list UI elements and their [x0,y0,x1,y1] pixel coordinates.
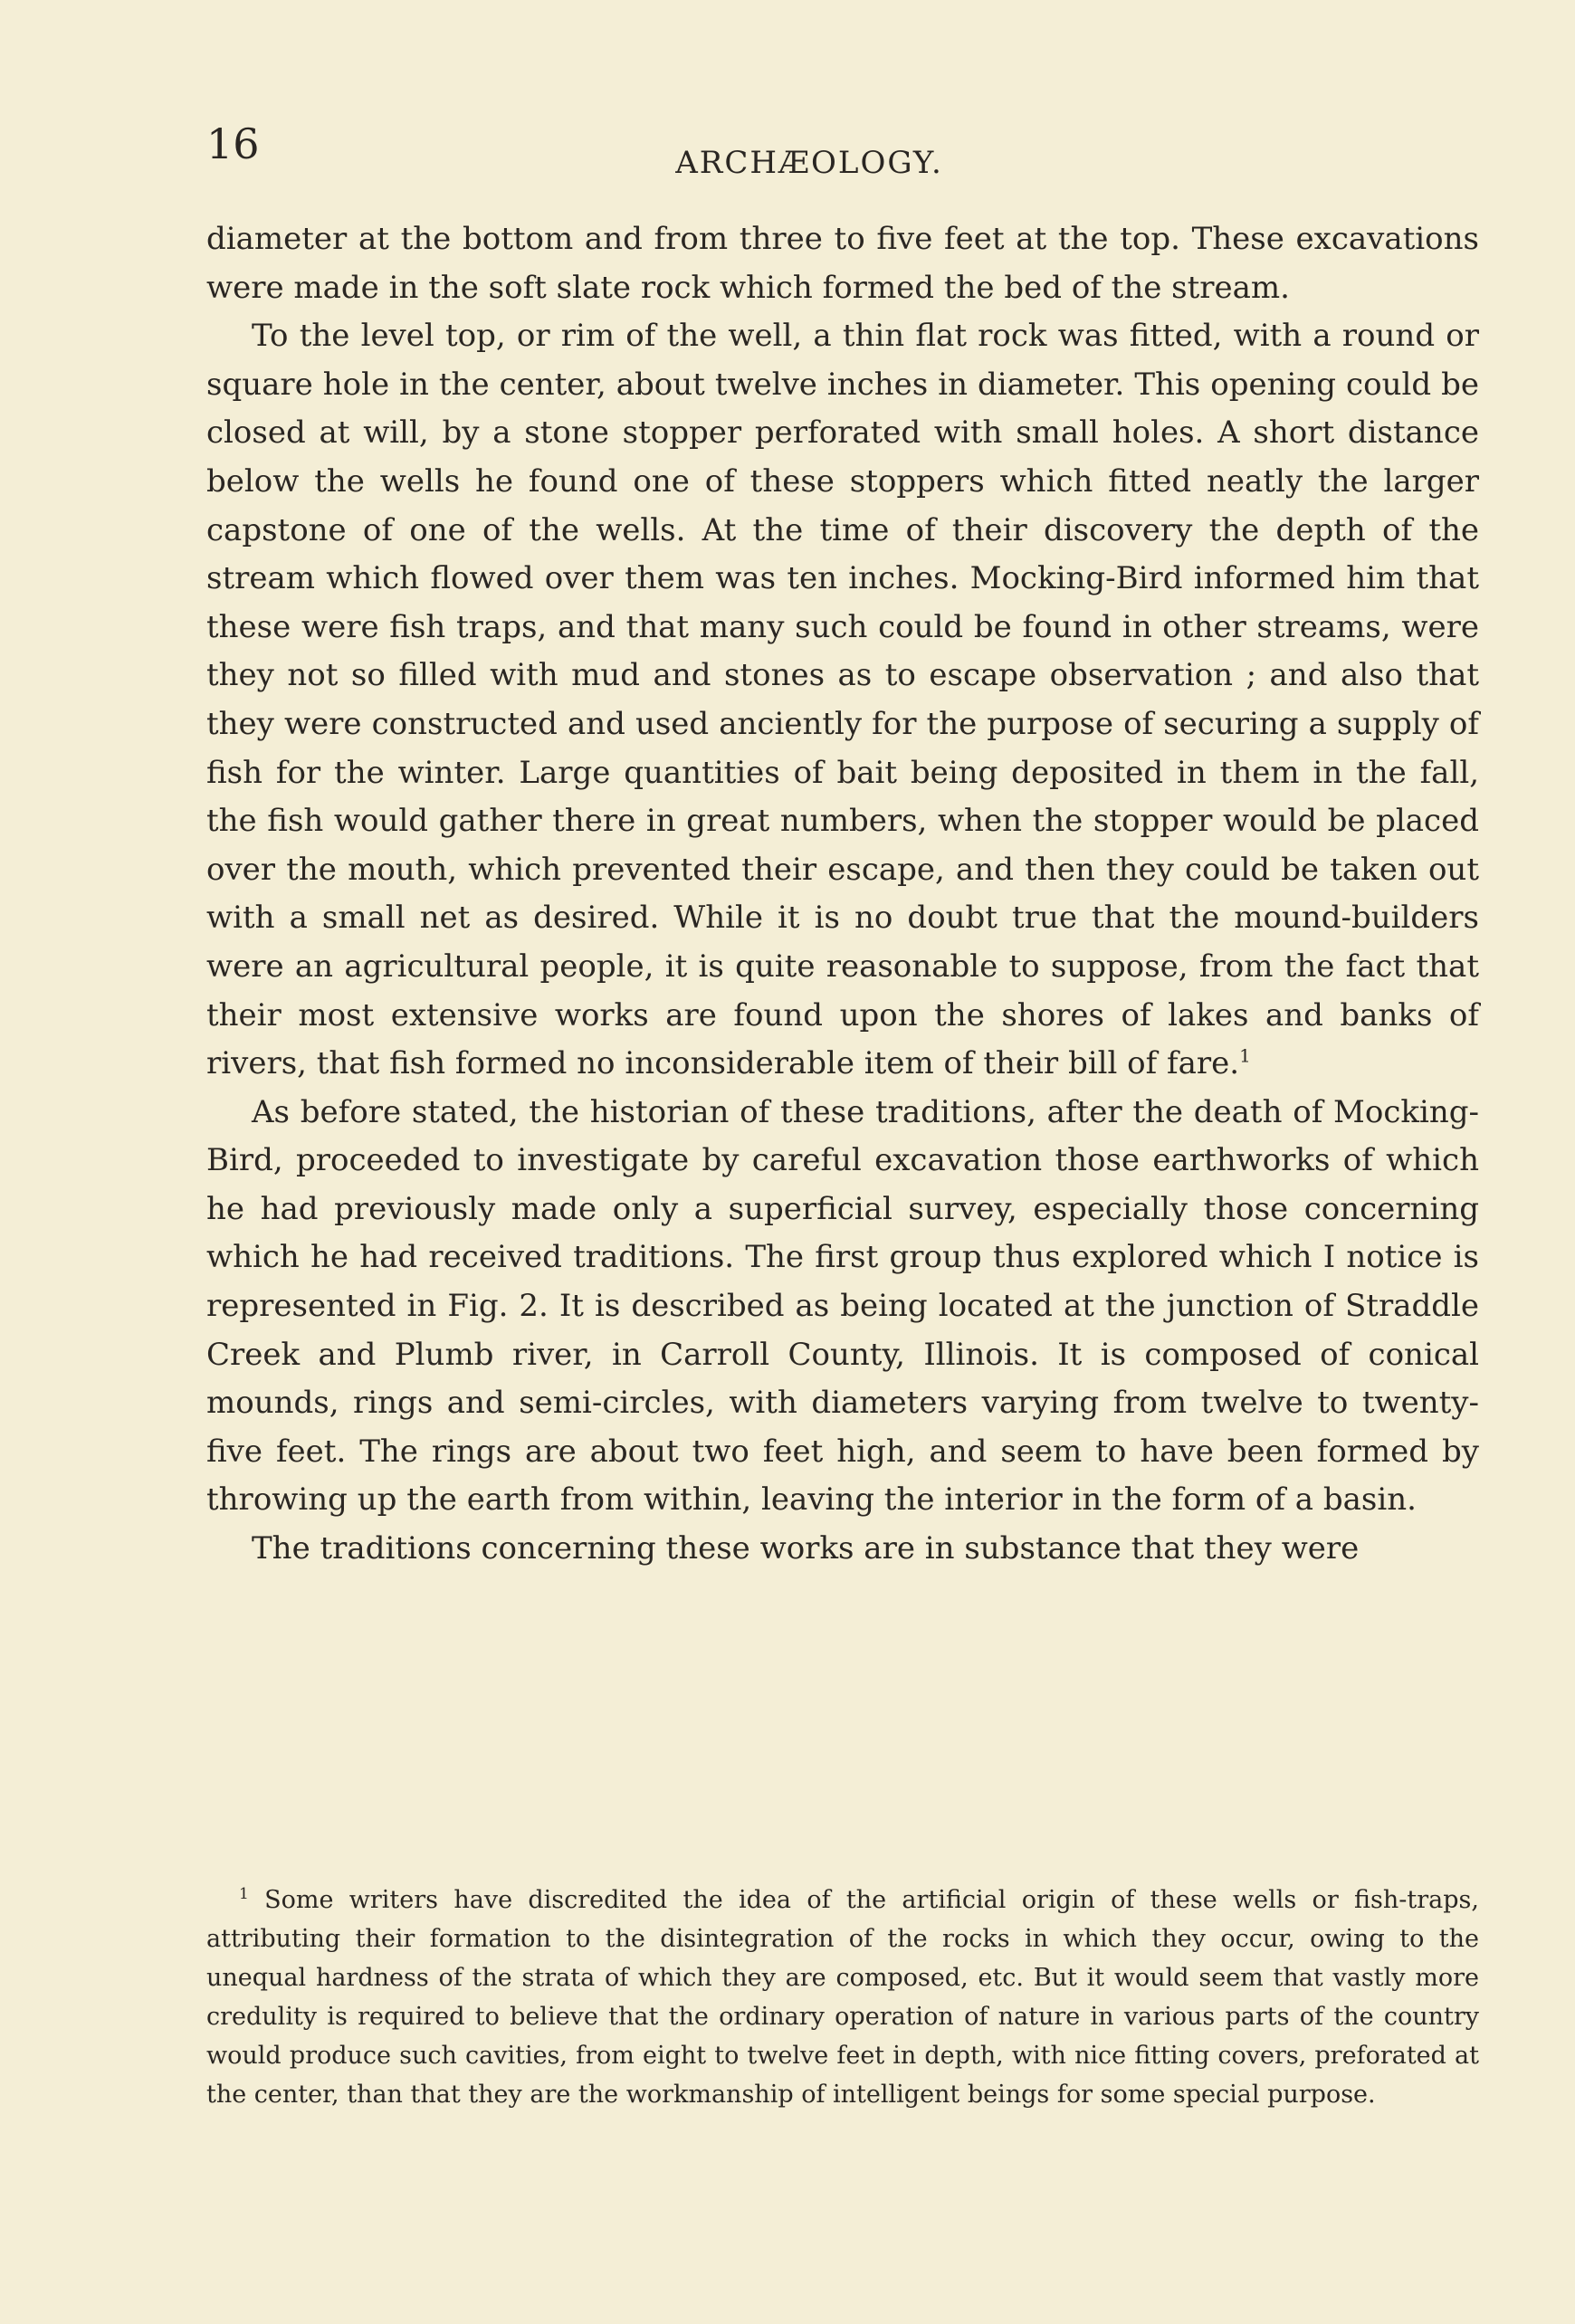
paragraph [206,215,1479,312]
paragraph-text: The traditions concerning these works are in substance that they were [252,1530,1360,1567]
page-number: 16 [206,119,260,168]
running-head: ARCHÆOLOGY. [675,145,943,181]
paragraph [206,1525,1479,1574]
footnote-marker: 1 [239,1885,249,1903]
paragraph-text: To the level top, or rim of the well, a thin flat rock was fitted, with a round or square hole in the center, about twelve inches in diameter. This opening could be closed at will, by a stone stopper perforated with small holes. A short distance below the wells he found one of these stoppers which fitted neatly the larger capstone of one of the wells. At the time of their discovery the depth of the stream which flowed over them was ten inches. Mocking-Bird informed him that these were fish traps, and that many such could be found in other streams, were they not so filled with mud and stones as to escape observation ; and also that they were constructed and used anciently for the purpose of securing a supply of fish for the winter. Large quantities of bait being deposited in them in the fall, the fish would gather there in great numbers, when the stopper would be placed over the mouth, which prevented their escape, and then they could be taken out with a small net as desired. While it is no doubt true that the mound-builders were an agricultural people, it is quite reasonable to suppose, from the fact that their most extensive works are found upon the shores of lakes and banks of rivers, that fish formed no inconsiderable item of their bill of fare. [206,318,1479,1082]
paragraph-text: As before stated, the historian of these traditions, after the death of Mocking-Bird, proceeded to investigate by careful excavation those earthworks of which he had previously made only a superficial survey, especially those concerning which he had received traditions. The first group thus explored which I notice is represented in Fig. 2. It is described as being located at the junction of Straddle Creek and Plumb river, in Carroll County, Illinois. It is composed of conical mounds, rings and semi-circles, with diameters varying from twelve to twenty-five feet. The rings are about two feet high, and seem to have been formed by throwing up the earth from within, leaving the interior in the form of a basin. [206,1093,1479,1519]
body-text [206,215,1479,1574]
paragraph-text: diameter at the bottom and from three to five feet at the top. These excavations were made in the soft slate rock which formed the bed of the stream. [206,221,1479,306]
footnotes [206,1881,1479,2114]
footnote [206,1881,1479,2114]
footnote-reference: 1 [1239,1044,1251,1067]
footnote-text: Some writers have discredited the idea of the artificial origin of these wells or fish-traps, attributing their formation to the disintegration of the rocks in which they occur, owing to the unequal hardness of the strata of which they are composed, etc. But it would seem that vastly more credulity is required to believe that the ordinary operation of nature in various parts of the country would produce such cavities, from eight to twelve feet in depth, with nice fitting covers, preforated at the center, than that they are the workmanship of intelligent beings for some special purpose. [206,1886,1479,2109]
paragraph [206,312,1479,1089]
paragraph [206,1089,1479,1525]
